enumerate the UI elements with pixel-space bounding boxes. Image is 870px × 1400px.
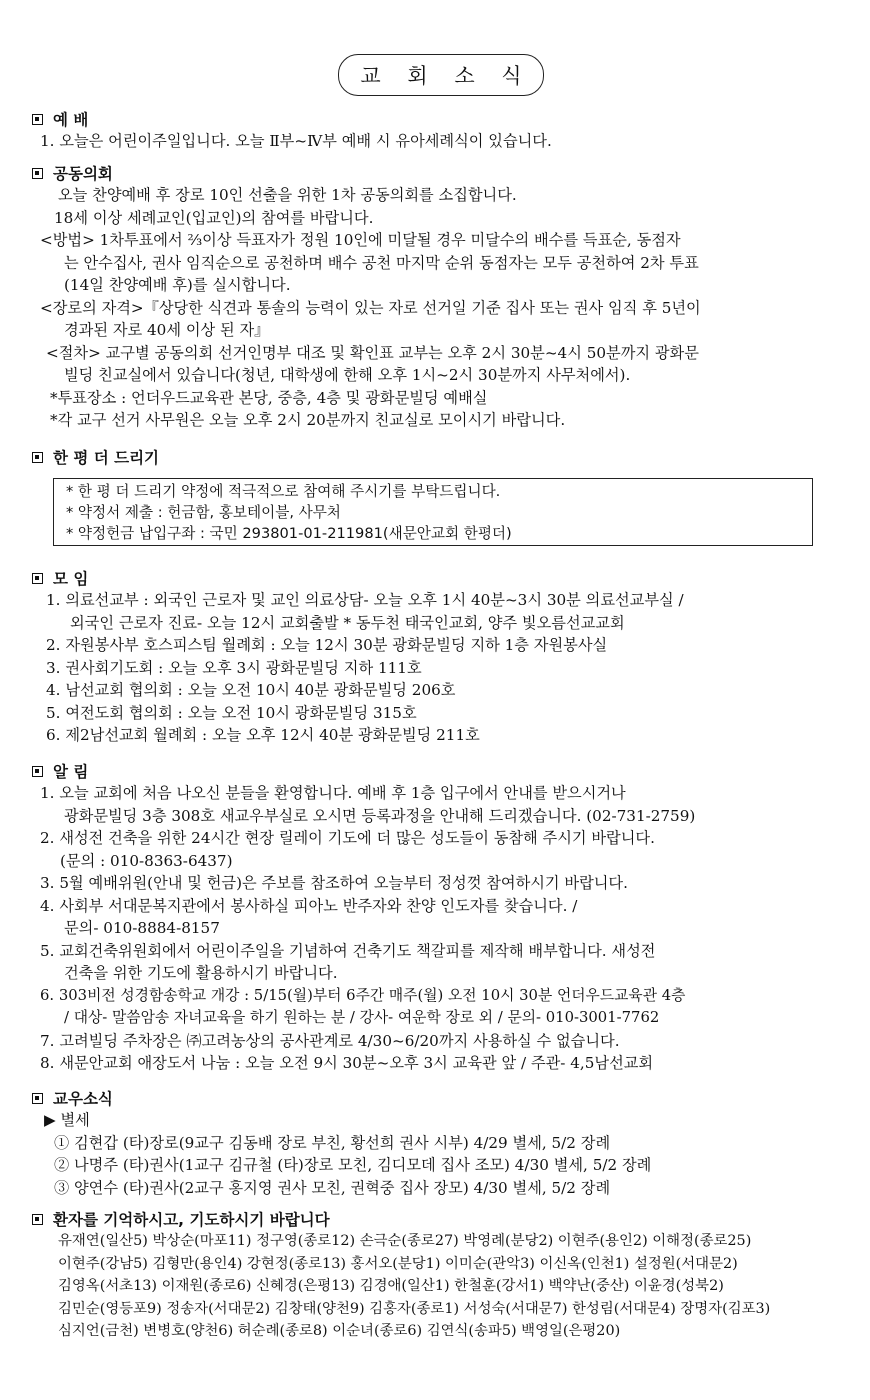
notice-line: / 대상- 말씀암송 자녀교육을 하기 원하는 분 / 강사- 여운학 장로 외 / 문의- 010-3001-7762 [64, 1009, 660, 1026]
assembly-line: 오늘 찬양예배 후 장로 10인 선출을 위한 1차 공동의회를 소집합니다. [58, 186, 517, 204]
square-bullet-icon [32, 1093, 43, 1104]
notice-line: (문의 : 010-8363-6437) [60, 851, 233, 870]
notice-line: 3. 5월 예배위원(안내 및 헌금)은 주보를 참조하여 오늘부터 정성껏 참여하시기 바랍니다. [40, 874, 628, 892]
assembly-line: 경과된 자로 40세 이상 된 자』 [64, 321, 270, 339]
members-heading-text: 교우소식 [53, 1090, 113, 1108]
meetings-section [32, 567, 847, 747]
meeting-line: 1. 의료선교부 : 외국인 근로자 및 교인 의료상담- 오늘 오후 1시 40분~3시 30분 의료선교부실 / [46, 591, 684, 609]
pledge-heading [32, 446, 847, 468]
prayer-line: 김민순(영등포9) 정송자(서대문2) 김창태(양천9) 김홍자(종로1) 서성숙(서대문7) 한성림(서대문4) 장명자(김포3) [58, 1300, 771, 1317]
meetings-heading-text: 모 임 [53, 570, 89, 588]
pledge-heading-text: 한 평 더 드리기 [53, 449, 160, 467]
square-bullet-icon [32, 452, 43, 463]
assembly-section [32, 162, 847, 432]
pledge-line: * 약정서 제출 : 헌금함, 홍보테이블, 사무처 [66, 504, 341, 521]
prayer-line: 김영옥(서초13) 이재원(종로6) 신혜경(은평13) 김경애(일산1) 한철훈(강서1) 백약난(중산) 이윤경(성북2) [58, 1278, 724, 1294]
assembly-line: 는 안수집사, 권사 임직순으로 공천하며 배수 공천 마지막 순위 동점자는 모두 공천하여 2차 투표 [64, 253, 699, 272]
assembly-line: 빌딩 친교실에서 있습니다(청년, 대학생에 한해 오후 1시~2시 30분까지 사무처에서). [64, 366, 631, 384]
members-heading [32, 1087, 847, 1109]
prayer-section [32, 1208, 847, 1343]
pledge-line: * 한 평 더 드리기 약정에 적극적으로 참여해 주시기를 부탁드립니다. [66, 483, 501, 500]
square-bullet-icon [32, 114, 43, 125]
prayer-heading [32, 1208, 847, 1230]
prayer-line: 유재연(일산5) 박상순(마포11) 정구영(종로12) 손극순(종로27) 박영례(분당2) 이현주(용인2) 이해정(종로25) [58, 1233, 752, 1249]
pledge-line: * 약정헌금 납입구좌 : 국민 293801-01-211981(새문안교회 한평더) [66, 525, 512, 542]
notice-line: 광화문빌딩 3층 308호 새교우부실로 오시면 등록과정을 안내해 드리겠습니다. (02-731-2759) [64, 806, 696, 825]
meeting-line: 4. 남선교회 협의회 : 오늘 오전 10시 40분 광화문빌딩 206호 [46, 681, 456, 699]
worship-item: 1. 오늘은 어린이주일입니다. 오늘 Ⅱ부~Ⅳ부 예배 시 유아세례식이 있습니다. [40, 132, 552, 150]
page-title: 교 회 소 식 [338, 54, 544, 96]
assembly-line: <장로의 자격>『상당한 식견과 통솔의 능력이 있는 자로 선거일 기준 집사 또는 권사 임직 후 5년이 [40, 298, 701, 317]
members-section [32, 1087, 847, 1199]
square-bullet-icon [32, 1214, 43, 1225]
meeting-line: 3. 권사회기도회 : 오늘 오후 3시 광화문빌딩 지하 111호 [46, 658, 422, 677]
prayer-line: 이현주(강남5) 김형만(용인4) 강현정(종로13) 홍서오(분당1) 이미순(관악3) 이신옥(인천1) 설정원(서대문2) [58, 1255, 738, 1272]
notice-line: 5. 교회건축위원회에서 어린이주일을 기념하여 건축기도 책갈피를 제작해 배부합니다. 새성전 [40, 941, 656, 960]
notices-section [32, 760, 847, 1075]
assembly-line: (14일 찬양예배 후)를 실시합니다. [64, 276, 291, 294]
members-line: ① 김현갑 (타)장로(9교구 김동배 장로 부친, 황선희 권사 시부) 4/29 별세, 5/2 장례 [54, 1133, 611, 1152]
assembly-line: <절차> 교구별 공동의회 선거인명부 대조 및 확인표 교부는 오후 2시 30분~4시 50분까지 광화문 [46, 343, 699, 362]
assembly-heading [32, 162, 847, 184]
assembly-line: *각 교구 선거 사무원은 오늘 오후 2시 20분까지 친교실로 모이시기 바랍니다. [50, 411, 566, 429]
worship-heading-text: 예 배 [53, 111, 89, 129]
notice-line: 건축을 위한 기도에 활용하시기 바랍니다. [64, 964, 338, 982]
square-bullet-icon [32, 168, 43, 179]
pledge-box [53, 478, 813, 546]
notice-line: 1. 오늘 교회에 처음 나오신 분들을 환영합니다. 예배 후 1층 입구에서 안내를 받으시거나 [40, 784, 626, 802]
notice-line: 문의- 010-8884-8157 [64, 919, 220, 937]
meeting-line: 외국인 근로자 진료- 오늘 12시 교회출발 * 동두천 태국인교회, 양주 빛오름선교교회 [70, 613, 625, 632]
notice-line: 8. 새문안교회 애장도서 나눔 : 오늘 오전 9시 30분~오후 3시 교육관 앞 / 주관- 4,5남선교회 [40, 1054, 654, 1072]
notice-line: 7. 고려빌딩 주차장은 ㈜고려농상의 공사관계로 4/30~6/20까지 사용하실 수 없습니다. [40, 1031, 620, 1050]
meeting-line: 5. 여전도회 협의회 : 오늘 오전 10시 광화문빌딩 315호 [46, 703, 417, 722]
notice-line: 6. 303비전 성경함송학교 개강 : 5/15(월)부터 6주간 매주(월) 오전 10시 30분 언더우드교육관 4층 [40, 986, 686, 1004]
assembly-line: *투표장소 : 언더우드교육관 본당, 중층, 4층 및 광화문빌딩 예배실 [50, 388, 488, 407]
prayer-heading-text: 환자를 기억하시고, 기도하시기 바랍니다 [53, 1211, 330, 1229]
members-line: ③ 양연수 (타)권사(2교구 홍지영 권사 모친, 권혁중 집사 장모) 4/30 별세, 5/2 장례 [54, 1178, 611, 1197]
meetings-heading [32, 567, 847, 589]
notices-heading-text: 알 림 [53, 763, 89, 781]
notices-heading [32, 760, 847, 782]
members-subheading: ▶ 별세 [44, 1111, 90, 1129]
members-line: ② 나명주 (타)권사(1교구 김규철 (타)장로 모친, 김디모데 집사 조모) 4/30 별세, 5/2 장례 [54, 1156, 652, 1174]
meeting-line: 6. 제2남선교회 월례회 : 오늘 오후 12시 40분 광화문빌딩 211호 [46, 726, 480, 744]
assembly-heading-text: 공동의회 [53, 165, 113, 183]
worship-section [32, 108, 847, 153]
square-bullet-icon [32, 573, 43, 584]
notice-line: 2. 새성전 건축을 위한 24시간 현장 릴레이 기도에 더 많은 성도들이 동참해 주시기 바랍니다. [40, 829, 655, 847]
assembly-line: <방법> 1차투표에서 ⅔이상 득표자가 정원 10인에 미달될 경우 미달수의 배수를 득표순, 동점자 [40, 231, 681, 249]
pledge-section [32, 446, 847, 468]
worship-heading [32, 108, 847, 130]
square-bullet-icon [32, 766, 43, 777]
prayer-line: 심지언(금천) 변병호(양천6) 허순례(종로8) 이순녀(종로6) 김연식(송파5) 백영일(은평20) [58, 1323, 621, 1339]
assembly-line: 18세 이상 세례교인(입교인)의 참여를 바랍니다. [54, 208, 374, 227]
notice-line: 4. 사회부 서대문복지관에서 봉사하실 피아노 반주자와 찬양 인도자를 찾습니다. / [40, 896, 578, 915]
meeting-line: 2. 자원봉사부 호스피스팀 월례회 : 오늘 12시 30분 광화문빌딩 지하 1층 자원봉사실 [46, 636, 608, 654]
